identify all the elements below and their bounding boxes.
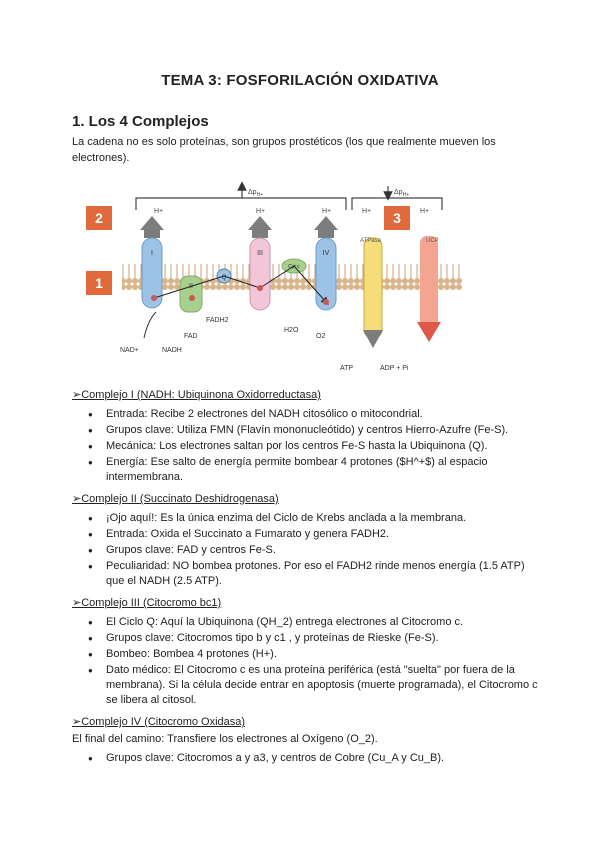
complex-i-section bbox=[72, 388, 542, 486]
complex-iv-intro: El final del camino: Transfiere los electrones al Oxígeno (O_2). bbox=[72, 733, 378, 745]
list-item: ● ¡Ojo aquí!: Es la única enzima del Ciclo de Krebs anclada a la membrana. bbox=[106, 511, 542, 526]
list-item: ● Grupos clave: FAD y centros Fe-S. bbox=[106, 543, 542, 558]
list-item: ● Entrada: Recibe 2 electrones del NADH citosólico o mitocondrial. bbox=[106, 407, 542, 422]
list-item: ● Grupos clave: Citocromos a y a3, y centros de Cobre (Cu_A y Cu_B). bbox=[106, 751, 542, 766]
label-2: 2 bbox=[95, 210, 103, 226]
svg-text:II: II bbox=[189, 283, 193, 290]
nad-label: NAD+ bbox=[120, 347, 139, 354]
nadh-label: NADH bbox=[162, 347, 182, 354]
complex-i-title: ➢Complejo I (NADH: Ubiquinona Oxidorreductasa) bbox=[72, 389, 321, 401]
complex-iii bbox=[250, 238, 270, 310]
svg-text:ΔpH+: $\Delta p_{H+}$ bbox=[394, 189, 410, 198]
svg-text:Q: Q bbox=[221, 275, 227, 281]
svg-text:I: I bbox=[151, 250, 153, 257]
etc-diagram bbox=[84, 180, 516, 380]
intro-paragraph: La cadena no es solo proteínas, son grupos prostéticos (los que realmente mueven los electrones). bbox=[72, 136, 496, 164]
proton-atp: H+ bbox=[362, 208, 372, 215]
list-item: ● Grupos clave: Citocromos tipo b y c1 , y proteínas de Rieske (Fe-S). bbox=[106, 631, 542, 646]
fadh2-label: FADH2 bbox=[206, 317, 229, 324]
list-item: ● El Ciclo Q: Aquí la Ubiquinona (QH_2) entrega electrones al Citocromo c. bbox=[106, 615, 542, 630]
list-item: ● Energía: Ese salto de energía permite bombear 4 protones ($H^+$) al espacio intermembrana. bbox=[106, 455, 542, 485]
complex-iv-title: ➢Complejo IV (Citocromo Oxidasa) bbox=[72, 716, 246, 728]
list-item: ● Entrada: Oxida el Succinato a Fumarato y genera FADH2. bbox=[106, 527, 542, 542]
delta-right: Δp bbox=[394, 189, 403, 196]
complex-iii-section bbox=[72, 596, 542, 709]
list-item: ● Grupos clave: Utiliza FMN (Flavín mononucleótido) y centros Hierro-Azufre (Fe-S). bbox=[106, 423, 542, 438]
adp-label: ADP + Pi bbox=[380, 365, 409, 372]
proton-1: H+ bbox=[154, 208, 164, 215]
o2-label: O2 bbox=[316, 333, 326, 340]
brace-left bbox=[136, 198, 346, 210]
svg-text:ΔpH+: $\Delta p_{H+}$ bbox=[248, 189, 264, 198]
delta-left: Δp bbox=[248, 189, 257, 196]
complex-ii-section bbox=[72, 492, 542, 590]
label-3: 3 bbox=[393, 210, 401, 226]
proton-ucp: H+ bbox=[420, 208, 430, 215]
proton-4: H+ bbox=[322, 208, 332, 215]
h2o-label: H2O bbox=[284, 327, 299, 334]
atpasa bbox=[364, 238, 382, 338]
svg-text:III: III bbox=[257, 250, 263, 257]
proton-3: H+ bbox=[256, 208, 266, 215]
list-item: ● Dato médico: El Citocromo c es una proteína periférica (está "suelta" por fuera de la membrana). Si la célula decide entrar en apoptosis (muerte programada), el Citocromo c se libera al citosol. bbox=[106, 663, 542, 708]
list-item: ● Mecánica: Los electrones saltan por los centros Fe-S hasta la Ubiquinona (Q). bbox=[106, 439, 542, 454]
svg-text:Cyt c: Cyt c bbox=[288, 264, 300, 270]
complex-iv-section bbox=[72, 715, 542, 767]
ucp bbox=[420, 236, 438, 328]
svg-text:IV: IV bbox=[322, 250, 330, 257]
list-item: ● Bombeo: Bombea 4 protones (H+). bbox=[106, 647, 542, 662]
svg-text:ATPasa: ATPasa bbox=[360, 238, 381, 244]
section-heading: 1. Los 4 Complejos bbox=[72, 113, 209, 130]
atp-label: ATP bbox=[340, 365, 354, 372]
fad-label: FAD bbox=[184, 333, 198, 340]
svg-text:UCP: UCP bbox=[426, 238, 439, 244]
label-1: 1 bbox=[95, 275, 103, 291]
complex-ii bbox=[180, 276, 202, 312]
page-title: TEMA 3: FOSFORILACIÓN OXIDATIVA bbox=[161, 72, 439, 89]
complex-ii-title: ➢Complejo II (Succinato Deshidrogenasa) bbox=[72, 493, 279, 505]
complex-iii-title: ➢Complejo III (Citocromo bc1) bbox=[72, 597, 222, 609]
list-item: ● Peculiaridad: NO bombea protones. Por eso el FADH2 rinde menos energía (1.5 ATP) que el NADH (2.5 ATP). bbox=[106, 559, 542, 589]
